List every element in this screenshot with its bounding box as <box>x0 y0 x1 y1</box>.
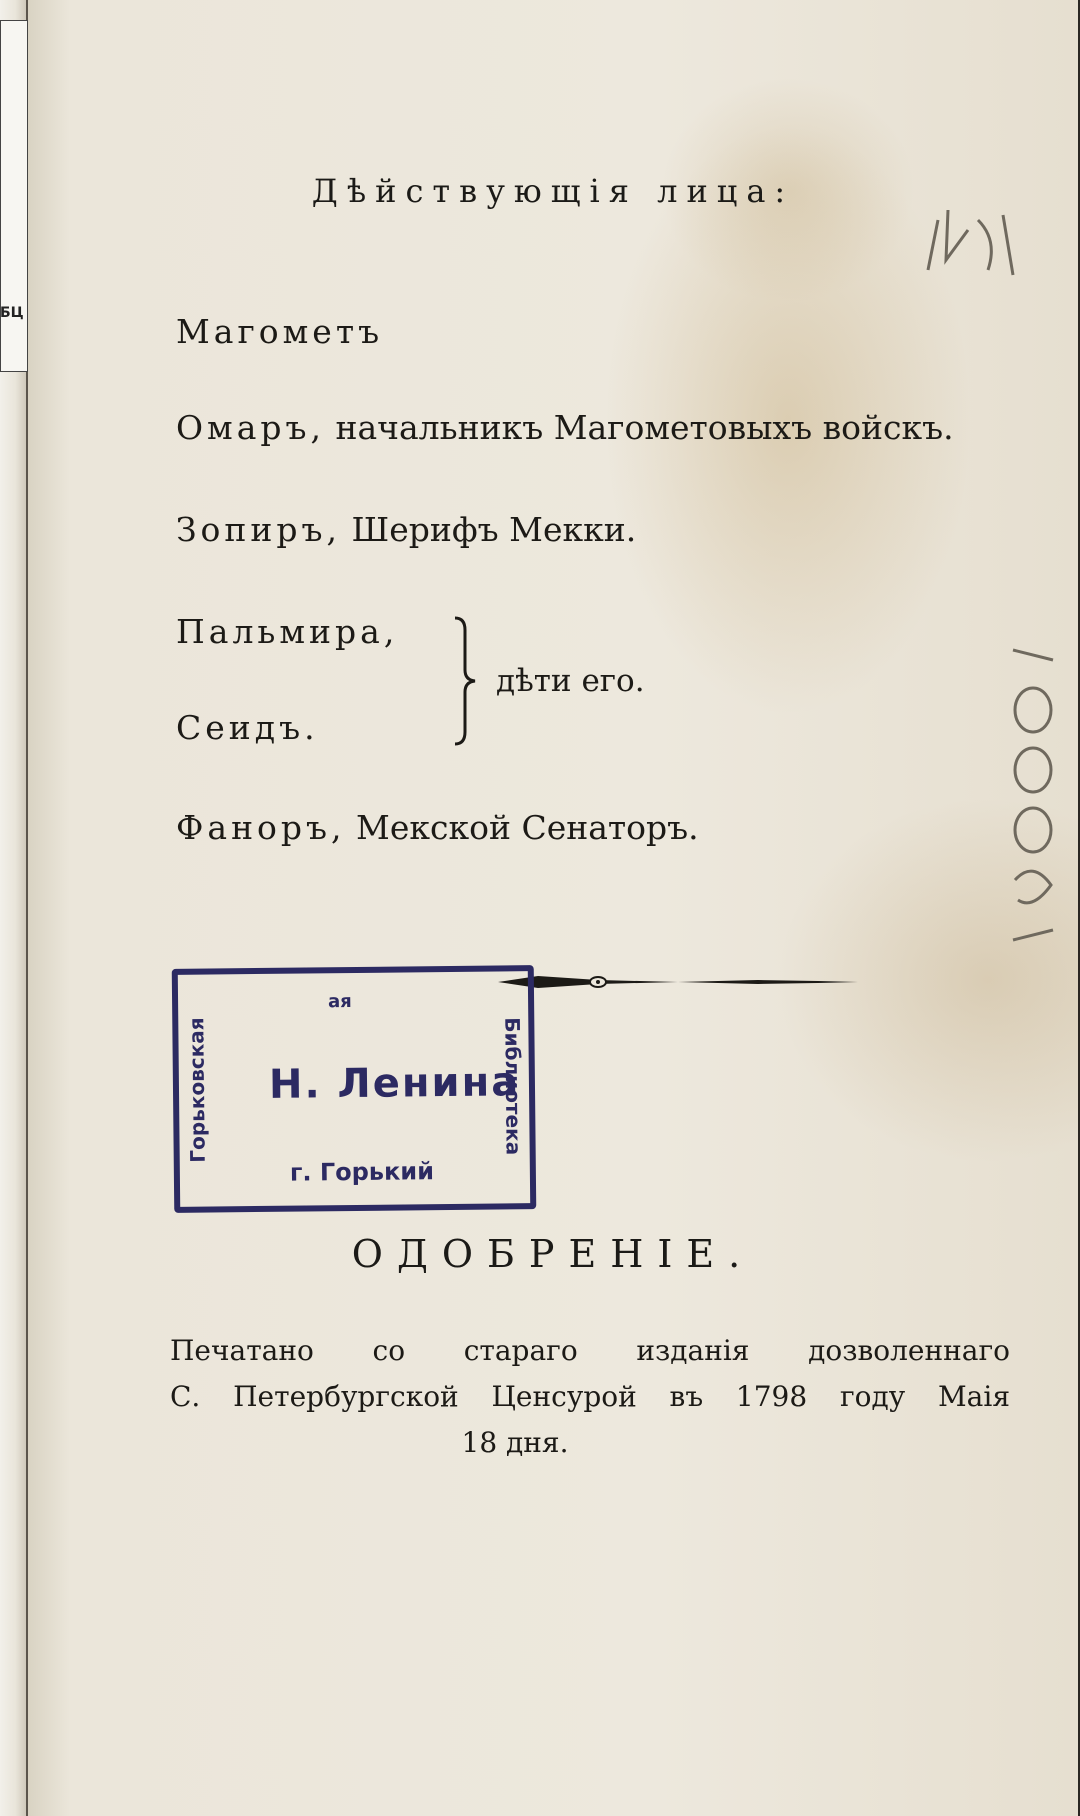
stamp-bottom-text: г. Горький <box>289 1157 435 1187</box>
curly-brace-icon <box>453 616 477 746</box>
cast-name: Омаръ, <box>176 408 326 447</box>
cast-role: Мекской Сенаторъ. <box>356 808 699 847</box>
permission-line: С. Петербургской Ценсурой въ 1798 году Маія <box>170 1380 1010 1413</box>
stamp-left-text: Горьковская <box>184 1016 210 1163</box>
cast-entry-fanor <box>176 808 699 847</box>
cast-name: Пальмира, <box>176 612 399 651</box>
library-stamp <box>172 965 537 1213</box>
book-page <box>28 0 1078 1816</box>
permission-line: Печатано со стараго изданія дозволеннаго <box>170 1334 1010 1367</box>
book-binding-edge <box>0 0 28 1816</box>
cast-name: Сеидъ. <box>176 708 319 747</box>
cast-heading: Дѣйствующія лица: <box>311 172 795 210</box>
cast-name: Магометъ <box>176 312 384 351</box>
cast-entry-zopir <box>176 510 636 549</box>
cast-name: Зопиръ, <box>176 510 342 549</box>
stamp-right-text: Библиотека <box>500 1017 526 1156</box>
pencil-shelfmark-icon <box>993 640 1073 980</box>
censorship-permission <box>170 1328 1010 1466</box>
cast-entry-omar <box>176 408 954 447</box>
cast-entry-seid <box>176 708 319 747</box>
cast-entry-magomet <box>176 312 383 351</box>
stamp-top-text: ая <box>327 991 352 1013</box>
children-note: дѣти его. <box>496 663 645 699</box>
approval-heading: ОДОБРЕНІЕ. <box>351 1232 755 1276</box>
pencil-scribble-icon <box>918 200 1028 290</box>
divider-ornament-icon <box>498 970 858 994</box>
permission-line: 18 дня. <box>461 1426 569 1459</box>
cast-entry-palmira <box>176 612 398 651</box>
cast-role: Шерифъ Мекки. <box>351 510 637 549</box>
cast-role: начальникъ Магометовыхъ войскъ. <box>335 408 954 447</box>
stamp-middle-text: Н. Ленина <box>268 1059 521 1108</box>
cast-name: Фаноръ, <box>176 808 346 847</box>
binding-label: БЦ <box>0 305 24 321</box>
